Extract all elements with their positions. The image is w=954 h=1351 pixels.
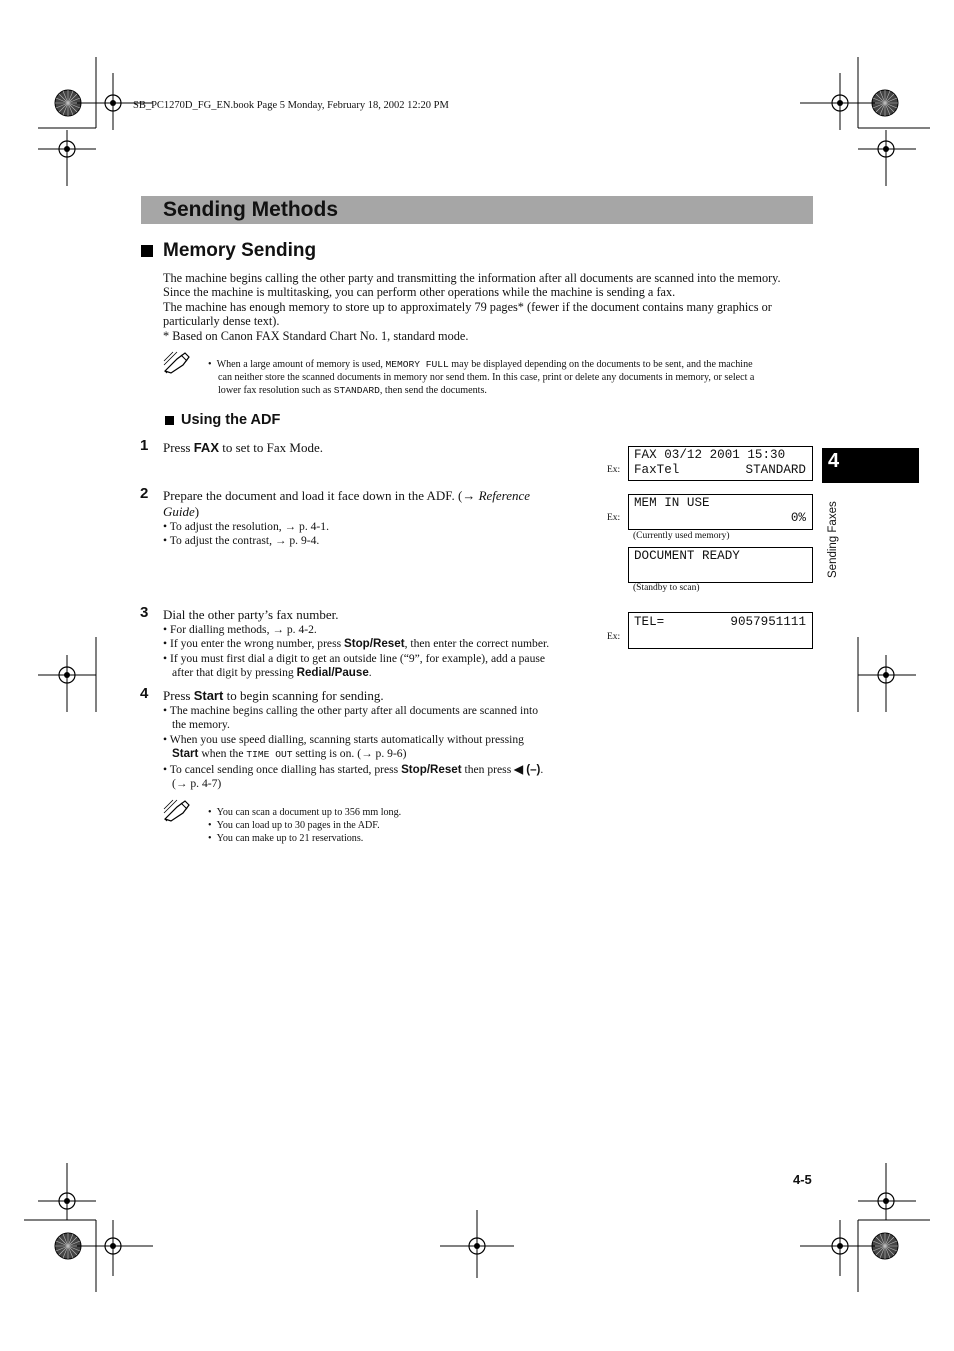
section-title: Memory Sending — [163, 240, 317, 261]
page-number: 4-5 — [793, 1172, 812, 1187]
step-2-bullets — [163, 520, 329, 549]
list-item: • You can make up to 21 reservations. — [208, 833, 364, 844]
key-stop-reset: Stop/Reset — [344, 637, 405, 651]
list-item: • The machine begins calling the other party after all documents are scanned into — [163, 704, 539, 717]
example-label: Ex: — [607, 632, 621, 642]
example-label: Ex: — [607, 465, 621, 475]
chapter-label: Sending Faxes — [827, 501, 839, 578]
reference-link: Reference — [478, 488, 531, 503]
pencil-memo-icon — [163, 799, 191, 823]
step-number: 3 — [140, 604, 149, 621]
list-item: • To adjust the resolution, → p. 4-1. — [163, 520, 329, 533]
step-2-text: Prepare the document and load it face down in the ADF. (→ Reference Guide) — [163, 488, 531, 519]
note-memory: • When a large amount of memory is used, MEMORY FULL may be displayed depending on the documents to be sent, and the machine can neither store the scanned documents in memory nor send them. In this case, print or delete any documents in memory, or select a lower fax resolution such as STANDARD, then send the documents. — [208, 359, 755, 396]
step-number: 1 — [140, 437, 149, 454]
list-item: • To cancel sending once dialling has started, press Stop/Reset then press ◀ (–). — [163, 762, 544, 776]
lcd-display-mem-in-use: MEM IN USE 0% — [628, 494, 813, 530]
intro-line: Since the machine is multitasking, you can perform other operations while the machine is sending a fax. — [163, 285, 676, 300]
lcd-caption: (Currently used memory) — [633, 531, 730, 541]
lcd-message-memory-full: MEMORY FULL — [385, 359, 449, 370]
step-number: 4 — [140, 685, 149, 702]
key-stop-reset: Stop/Reset — [401, 762, 462, 776]
intro-paragraph — [163, 271, 781, 343]
key-start: Start — [172, 747, 199, 761]
lcd-message-standard: STANDARD — [333, 385, 380, 396]
step-1-text: Press FAX to set to Fax Mode. — [163, 440, 323, 455]
key-fax: FAX — [193, 440, 219, 455]
book-header: SB_PC1270D_FG_EN.book Page 5 Monday, February 18, 2002 12:20 PM — [133, 100, 449, 111]
subsection-square-icon — [165, 416, 174, 425]
step-number: 2 — [140, 485, 149, 502]
list-item: • To adjust the contrast, → p. 9-4. — [163, 534, 320, 548]
step-3-text: Dial the other party’s fax number. — [163, 607, 339, 622]
step-4-bullets: • The machine begins calling the other party after all documents are scanned into the memory. • When you use speed dialling, scanning starts automatically without pressing Start when the TIME OUT setting is on. (→ p. 9-6) • To cancel sending once dialling has started, press Stop/Reset then press ◀ (–). (→ p. 4-7) — [163, 704, 544, 791]
lcd-message-time-out: TIME OUT — [246, 749, 293, 761]
lcd-display-fax-mode: FAX 03/12 2001 15:30 FaxTel STANDARD — [628, 446, 813, 481]
step-4-text: Press Start to begin scanning for sending. — [163, 688, 384, 703]
list-item: • You can scan a document up to 356 mm long. — [208, 807, 402, 818]
intro-line: particularly dense text). — [163, 314, 280, 329]
list-item: • When you use speed dialling, scanning starts automatically without pressing — [163, 732, 524, 746]
list-item: • If you must first dial a digit to get an outside line (“9”, for example), add a pause — [163, 651, 546, 665]
footnote: * Based on Canon FAX Standard Chart No. 1, standard mode. — [163, 328, 469, 343]
lcd-display-tel: TEL= 9057951111 — [628, 612, 813, 649]
note-adf — [208, 806, 401, 845]
example-label: Ex: — [607, 513, 621, 523]
list-item: • For dialling methods, → p. 4-2. — [163, 623, 317, 636]
step-3-bullets: • For dialling methods, → p. 4-2. • If you enter the wrong number, press Stop/Reset, then enter the correct number. • If you must first dial a digit to get an outside line (“9”, for example), add a pause after that digit by pressing Redial/Pause. — [163, 623, 550, 680]
intro-line: The machine has enough memory to store up to approximately 79 pages* (fewer if the document contains many graphics or — [163, 299, 772, 314]
list-item: • If you enter the wrong number, press Stop/Reset, then enter the correct number. — [163, 637, 550, 651]
intro-line: The machine begins calling the other party and transmitting the information after all documents are scanned into the memory. — [163, 271, 781, 285]
list-item: • You can load up to 30 pages in the ADF. — [208, 820, 380, 831]
chapter-number: 4 — [828, 450, 840, 472]
lcd-display-document-ready: DOCUMENT READY — [628, 547, 813, 583]
radial-target-icon — [872, 90, 898, 116]
pencil-memo-icon — [163, 351, 191, 375]
lcd-caption: (Standby to scan) — [633, 583, 700, 593]
bullet: • — [208, 359, 217, 370]
key-left-arrow: ◀ (–) — [514, 762, 541, 776]
key-redial-pause: Redial/Pause — [296, 666, 369, 680]
radial-target-icon — [872, 1233, 898, 1259]
key-start: Start — [193, 688, 224, 703]
subsection-title: Using the ADF — [181, 412, 281, 428]
page-title: Sending Methods — [163, 198, 338, 221]
section-square-icon — [141, 245, 153, 257]
